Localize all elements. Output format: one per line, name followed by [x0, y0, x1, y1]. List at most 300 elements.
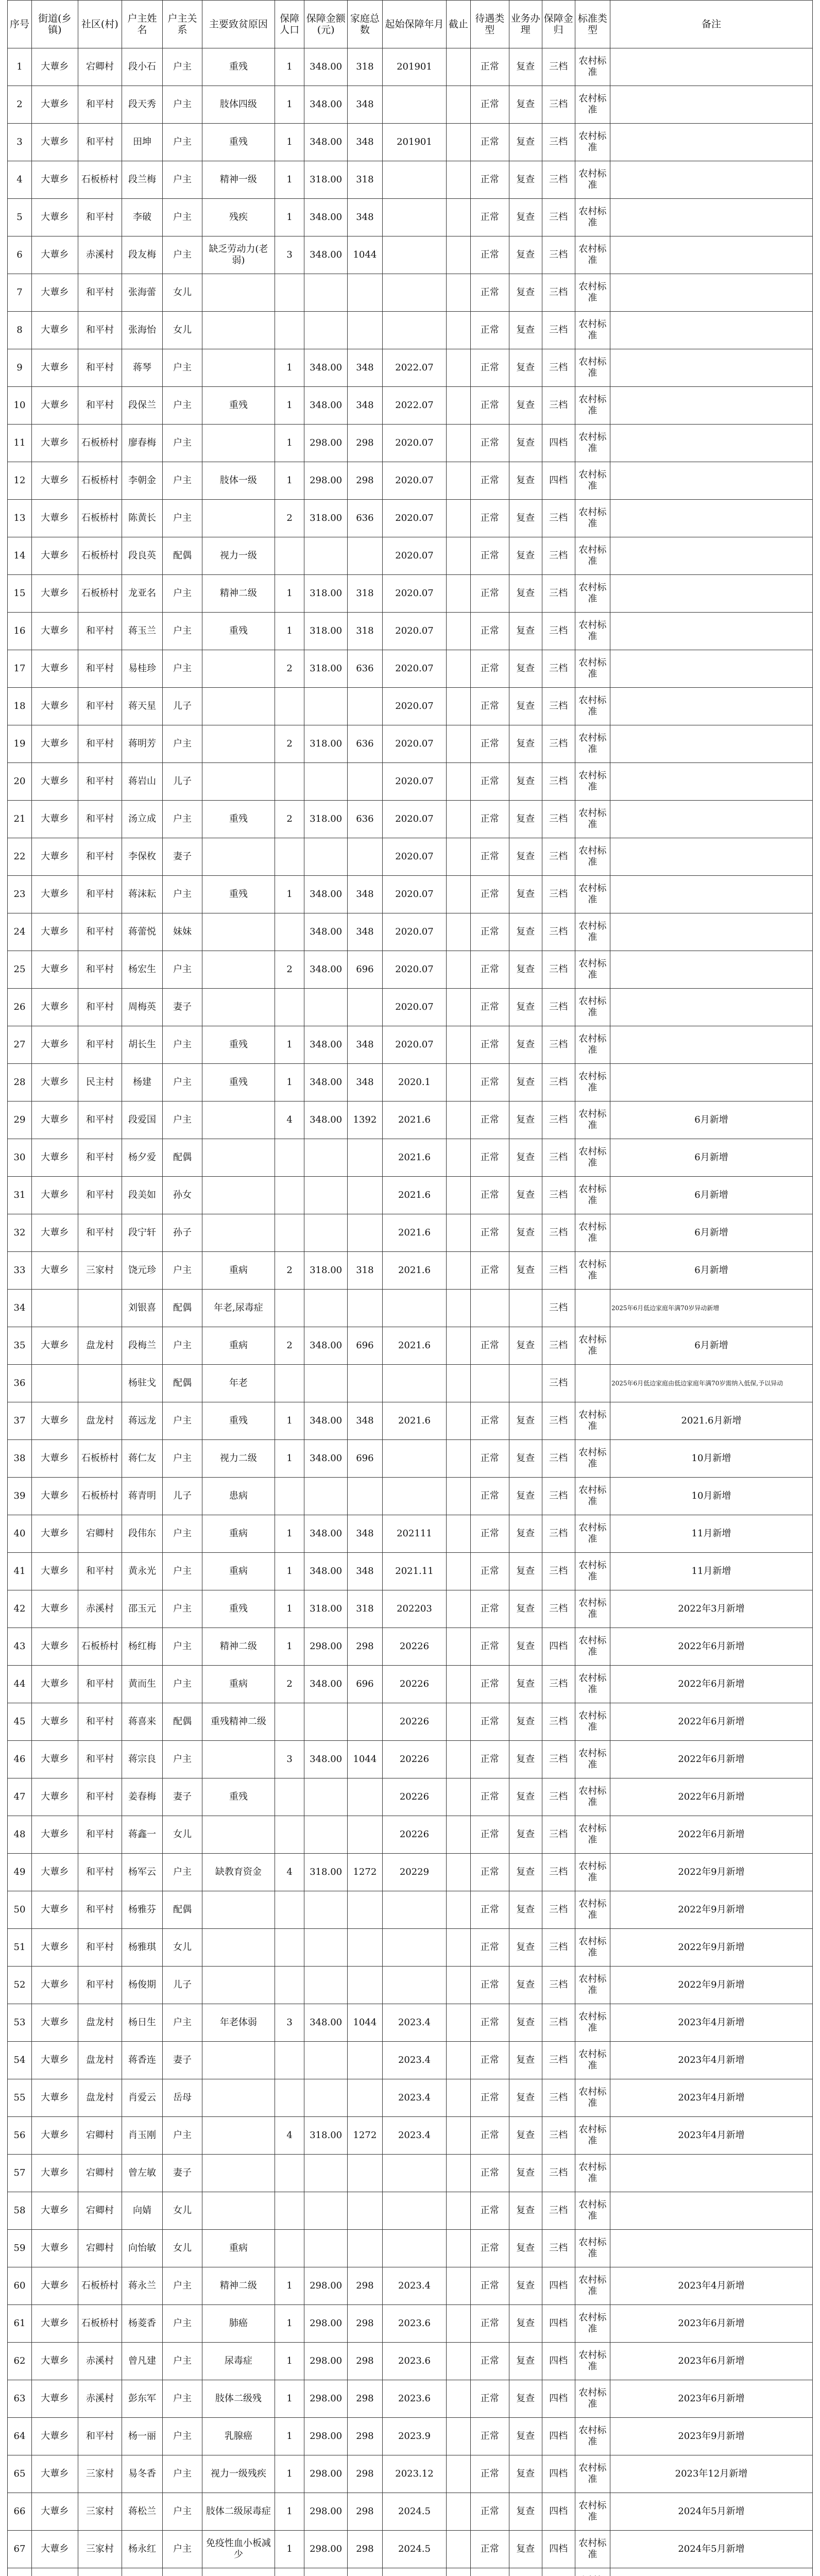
cell-householder-name: 黄而生	[122, 1666, 163, 1703]
cell-covered-persons: 3	[275, 1741, 304, 1778]
cell-end	[446, 725, 470, 763]
cell-amount	[304, 537, 347, 575]
cell-processing: 复查	[509, 1101, 542, 1139]
table-row	[8, 913, 813, 951]
cell-processing: 复查	[509, 725, 542, 763]
cell-amount	[304, 1778, 347, 1816]
table-row	[8, 1327, 813, 1365]
cell-standard-type: 农村标准	[575, 2493, 610, 2531]
cell-end	[446, 1478, 470, 1515]
cell-index: 31	[8, 1177, 32, 1214]
cell-amount	[304, 2079, 347, 2117]
cell-start-month	[383, 274, 447, 312]
cell-tier: 三档	[542, 989, 575, 1026]
cell-village: 和平村	[78, 1177, 122, 1214]
cell-householder-name: 杨宏生	[122, 951, 163, 989]
cell-index: 25	[8, 951, 32, 989]
cell-poverty-cause: 重病	[202, 1252, 275, 1290]
cell-amount	[304, 763, 347, 801]
cell-amount: 348.00	[304, 951, 347, 989]
cell-covered-persons: 1	[275, 349, 304, 387]
cell-start-month	[383, 312, 447, 349]
cell-start-month: 2020.07	[383, 650, 447, 688]
cell-poverty-cause	[202, 1891, 275, 1929]
cell-standard-type: 农村标准	[575, 1891, 610, 1929]
cell-standard-type: 农村标准	[575, 2418, 610, 2455]
cell-tier: 三档	[542, 838, 575, 876]
cell-householder-name: 杨雅琪	[122, 1929, 163, 1967]
cell-start-month: 2021.6	[383, 1402, 447, 1440]
cell-family-total	[347, 1365, 382, 1402]
cell-amount: 318.00	[304, 1590, 347, 1628]
cell-covered-persons: 1	[275, 1628, 304, 1666]
cell-street: 大蕈乡	[31, 1590, 78, 1628]
cell-standard-type: 农村标准	[575, 2267, 610, 2305]
cell-start-month	[383, 2568, 447, 2576]
cell-remarks: 2021.6月新增	[610, 1402, 812, 1440]
cell-covered-persons	[275, 2568, 304, 2576]
cell-householder-name: 蒋松兰	[122, 2493, 163, 2531]
cell-index: 21	[8, 801, 32, 838]
cell-benefit-type: 正常	[470, 312, 509, 349]
cell-amount	[304, 1967, 347, 2004]
cell-benefit-type: 正常	[470, 500, 509, 537]
cell-covered-persons	[275, 537, 304, 575]
cell-benefit-type: 正常	[470, 1666, 509, 1703]
cell-street: 大蕈乡	[31, 1252, 78, 1290]
cell-village: 赤溪村	[78, 2343, 122, 2380]
cell-end	[446, 1402, 470, 1440]
cell-family-total: 1044	[347, 236, 382, 274]
cell-village: 石板桥村	[78, 462, 122, 500]
cell-householder-name: 向婧	[122, 2192, 163, 2230]
cell-family-total: 348	[347, 387, 382, 425]
cell-householder-name: 蒋玉兰	[122, 613, 163, 650]
cell-remarks: 2022年6月新增	[610, 1778, 812, 1816]
cell-householder-name: 杨一丽	[122, 2418, 163, 2455]
table-row	[8, 2230, 813, 2267]
cell-amount: 348.00	[304, 48, 347, 86]
cell-village: 和平村	[78, 913, 122, 951]
cell-standard-type: 农村标准	[575, 2380, 610, 2418]
cell-family-total: 696	[347, 951, 382, 989]
cell-end	[446, 236, 470, 274]
cell-family-total	[347, 1214, 382, 1252]
cell-benefit-type: 正常	[470, 1628, 509, 1666]
cell-village: 石板桥村	[78, 1628, 122, 1666]
cell-street: 大蕈乡	[31, 1854, 78, 1891]
cell-street: 大蕈乡	[31, 1440, 78, 1478]
cell-village: 石板桥村	[78, 2267, 122, 2305]
cell-street: 大蕈乡	[31, 1929, 78, 1967]
cell-householder-name: 蒋青明	[122, 1478, 163, 1515]
cell-amount: 318.00	[304, 575, 347, 613]
cell-poverty-cause	[202, 2192, 275, 2230]
cell-tier: 三档	[542, 1590, 575, 1628]
cell-index: 54	[8, 2042, 32, 2079]
cell-relation: 户主	[163, 2493, 202, 2531]
cell-start-month: 2021.6	[383, 1177, 447, 1214]
cell-tier: 四档	[542, 2305, 575, 2343]
cell-relation: 户主	[163, 650, 202, 688]
cell-remarks	[610, 2192, 812, 2230]
cell-poverty-cause: 缺教育资金	[202, 1854, 275, 1891]
cell-end	[446, 801, 470, 838]
cell-village: 和平村	[78, 1816, 122, 1854]
cell-standard-type: 农村标准	[575, 1515, 610, 1553]
cell-relation: 户主	[163, 86, 202, 124]
cell-tier: 三档	[542, 650, 575, 688]
cell-benefit-type: 正常	[470, 1553, 509, 1590]
cell-family-total: 298	[347, 2531, 382, 2568]
cell-benefit-type: 正常	[470, 1177, 509, 1214]
cell-benefit-type: 正常	[470, 1252, 509, 1290]
cell-householder-name: 杨俊期	[122, 1967, 163, 2004]
cell-remarks: 2023年4月新增	[610, 2079, 812, 2117]
cell-amount: 318.00	[304, 1252, 347, 1290]
cell-end	[446, 2267, 470, 2305]
cell-index: 36	[8, 1365, 32, 1402]
cell-street: 大蕈乡	[31, 2531, 78, 2568]
cell-tier: 三档	[542, 2079, 575, 2117]
cell-village: 和平村	[78, 199, 122, 236]
cell-standard-type: 农村标准	[575, 387, 610, 425]
cell-covered-persons	[275, 2192, 304, 2230]
cell-tier: 四档	[542, 425, 575, 462]
cell-remarks	[610, 876, 812, 913]
cell-poverty-cause	[202, 650, 275, 688]
cell-end	[446, 2042, 470, 2079]
cell-covered-persons: 3	[275, 236, 304, 274]
cell-remarks	[610, 124, 812, 161]
cell-tier: 三档	[542, 613, 575, 650]
cell-poverty-cause: 患病	[202, 1478, 275, 1515]
cell-processing: 复查	[509, 801, 542, 838]
cell-poverty-cause: 重残	[202, 876, 275, 913]
cell-covered-persons: 2	[275, 650, 304, 688]
assistance-register-table	[7, 0, 813, 2576]
cell-householder-name: 蒋永兰	[122, 2267, 163, 2305]
cell-family-total: 318	[347, 575, 382, 613]
cell-remarks	[610, 312, 812, 349]
cell-remarks: 2025年6月低边家庭年满70岁异动新增	[610, 1290, 812, 1327]
table-row	[8, 951, 813, 989]
cell-family-total: 636	[347, 500, 382, 537]
cell-family-total: 318	[347, 1590, 382, 1628]
cell-village: 盘龙村	[78, 1327, 122, 1365]
cell-start-month	[383, 1967, 447, 2004]
cell-relation: 户主	[163, 387, 202, 425]
cell-end	[446, 425, 470, 462]
cell-relation: 户主	[163, 425, 202, 462]
cell-start-month	[383, 1478, 447, 1515]
cell-amount: 298.00	[304, 1628, 347, 1666]
cell-start-month: 2020.07	[383, 913, 447, 951]
cell-start-month	[383, 2192, 447, 2230]
cell-start-month: 2020.07	[383, 537, 447, 575]
cell-remarks: 2023年6月新增	[610, 2343, 812, 2380]
cell-remarks	[610, 688, 812, 725]
cell-end	[446, 2155, 470, 2192]
cell-remarks: 2022年3月新增	[610, 1590, 812, 1628]
cell-village: 三家村	[78, 2493, 122, 2531]
cell-start-month: 201901	[383, 48, 447, 86]
cell-poverty-cause: 重残	[202, 124, 275, 161]
cell-amount: 348.00	[304, 124, 347, 161]
cell-family-total	[347, 2192, 382, 2230]
cell-covered-persons: 2	[275, 500, 304, 537]
cell-standard-type: 农村标准	[575, 1666, 610, 1703]
cell-householder-name	[122, 2568, 163, 2576]
cell-remarks: 2022年6月新增	[610, 1703, 812, 1741]
cell-index: 55	[8, 2079, 32, 2117]
cell-benefit-type	[470, 1290, 509, 1327]
cell-village: 三家村	[78, 2455, 122, 2493]
cell-amount: 348.00	[304, 1741, 347, 1778]
cell-index: 34	[8, 1290, 32, 1327]
cell-covered-persons: 4	[275, 2117, 304, 2155]
cell-relation: 户主	[163, 2343, 202, 2380]
cell-amount	[304, 1891, 347, 1929]
cell-family-total: 318	[347, 1252, 382, 1290]
cell-start-month: 2022.07	[383, 349, 447, 387]
cell-benefit-type	[470, 2568, 509, 2576]
cell-village: 宕卿村	[78, 2230, 122, 2267]
cell-start-month	[383, 1891, 447, 1929]
cell-standard-type: 农村标准	[575, 1929, 610, 1967]
table-row	[8, 1139, 813, 1177]
cell-covered-persons	[275, 1177, 304, 1214]
cell-end	[446, 1967, 470, 2004]
cell-covered-persons: 1	[275, 2305, 304, 2343]
cell-tier: 三档	[542, 2192, 575, 2230]
cell-index: 53	[8, 2004, 32, 2042]
cell-family-total: 348	[347, 913, 382, 951]
cell-village: 和平村	[78, 1854, 122, 1891]
cell-start-month: 2020.07	[383, 801, 447, 838]
cell-family-total	[347, 1929, 382, 1967]
cell-processing: 复查	[509, 2004, 542, 2042]
cell-relation: 儿子	[163, 688, 202, 725]
cell-benefit-type: 正常	[470, 1590, 509, 1628]
cell-village: 和平村	[78, 1741, 122, 1778]
cell-covered-persons: 1	[275, 199, 304, 236]
cell-poverty-cause: 肢体四级	[202, 86, 275, 124]
cell-covered-persons: 1	[275, 613, 304, 650]
cell-tier: 三档	[542, 1929, 575, 1967]
cell-family-total: 318	[347, 613, 382, 650]
cell-amount: 348.00	[304, 1026, 347, 1064]
cell-street: 大蕈乡	[31, 763, 78, 801]
cell-householder-name: 向怡敏	[122, 2230, 163, 2267]
cell-end	[446, 2455, 470, 2493]
col-header-street: 街道(乡镇)	[31, 1, 78, 48]
cell-householder-name: 邵玉元	[122, 1590, 163, 1628]
cell-benefit-type: 正常	[470, 688, 509, 725]
cell-poverty-cause: 重残	[202, 387, 275, 425]
cell-poverty-cause	[202, 838, 275, 876]
cell-relation: 户主	[163, 1064, 202, 1101]
cell-processing: 复查	[509, 2343, 542, 2380]
cell-poverty-cause: 重残	[202, 801, 275, 838]
cell-covered-persons: 3	[275, 2004, 304, 2042]
cell-family-total: 298	[347, 2380, 382, 2418]
cell-amount: 318.00	[304, 500, 347, 537]
cell-processing: 复查	[509, 1026, 542, 1064]
col-header-benefit-type: 待遇类型	[470, 1, 509, 48]
cell-standard-type: 农村标准	[575, 1402, 610, 1440]
cell-processing: 复查	[509, 1854, 542, 1891]
cell-start-month: 20226	[383, 1628, 447, 1666]
cell-remarks	[610, 650, 812, 688]
cell-standard-type: 农村标准	[575, 2343, 610, 2380]
cell-relation: 户主	[163, 2004, 202, 2042]
cell-tier: 三档	[542, 2042, 575, 2079]
cell-covered-persons: 2	[275, 1252, 304, 1290]
cell-index: 46	[8, 1741, 32, 1778]
cell-index: 30	[8, 1139, 32, 1177]
cell-start-month	[383, 2230, 447, 2267]
cell-end	[446, 537, 470, 575]
cell-street: 大蕈乡	[31, 312, 78, 349]
cell-street: 大蕈乡	[31, 1666, 78, 1703]
cell-index: 56	[8, 2117, 32, 2155]
cell-end	[446, 2343, 470, 2380]
cell-remarks: 10月新增	[610, 1440, 812, 1478]
cell-village: 石板桥村	[78, 161, 122, 199]
cell-start-month	[383, 1290, 447, 1327]
cell-remarks	[610, 462, 812, 500]
cell-relation: 户主	[163, 1402, 202, 1440]
cell-processing: 复查	[509, 199, 542, 236]
cell-remarks	[610, 838, 812, 876]
cell-tier: 三档	[542, 1252, 575, 1290]
cell-start-month: 2022.07	[383, 387, 447, 425]
cell-processing: 复查	[509, 462, 542, 500]
cell-end	[446, 1778, 470, 1816]
cell-relation: 户主	[163, 801, 202, 838]
cell-tier: 三档	[542, 1365, 575, 1402]
cell-end	[446, 312, 470, 349]
cell-householder-name: 李保枚	[122, 838, 163, 876]
cell-street: 大蕈乡	[31, 1553, 78, 1590]
cell-end	[446, 2004, 470, 2042]
cell-family-total	[347, 1177, 382, 1214]
cell-poverty-cause	[202, 1214, 275, 1252]
cell-processing: 复查	[509, 1515, 542, 1553]
cell-street: 大蕈乡	[31, 2455, 78, 2493]
cell-covered-persons	[275, 2079, 304, 2117]
cell-remarks	[610, 161, 812, 199]
cell-benefit-type: 正常	[470, 1816, 509, 1854]
cell-remarks	[610, 48, 812, 86]
cell-covered-persons: 4	[275, 1854, 304, 1891]
cell-benefit-type: 正常	[470, 124, 509, 161]
cell-tier: 三档	[542, 387, 575, 425]
cell-covered-persons	[275, 2042, 304, 2079]
cell-householder-name: 段良英	[122, 537, 163, 575]
cell-amount: 348.00	[304, 1402, 347, 1440]
col-header-standard-type: 标准类型	[575, 1, 610, 48]
table-row	[8, 2418, 813, 2455]
cell-standard-type: 农村标准	[575, 838, 610, 876]
cell-standard-type	[575, 1290, 610, 1327]
cell-tier: 四档	[542, 2418, 575, 2455]
cell-relation: 户主	[163, 2531, 202, 2568]
cell-poverty-cause	[202, 274, 275, 312]
cell-start-month: 2023.6	[383, 2343, 447, 2380]
cell-index: 40	[8, 1515, 32, 1553]
col-header-processing: 业务办理	[509, 1, 542, 48]
cell-processing: 复查	[509, 86, 542, 124]
cell-benefit-type: 正常	[470, 2155, 509, 2192]
cell-start-month: 2020.07	[383, 838, 447, 876]
table-row	[8, 1741, 813, 1778]
cell-amount: 298.00	[304, 462, 347, 500]
cell-index: 19	[8, 725, 32, 763]
cell-householder-name: 段伟东	[122, 1515, 163, 1553]
cell-street: 大蕈乡	[31, 913, 78, 951]
cell-end	[446, 2568, 470, 2576]
cell-street: 大蕈乡	[31, 500, 78, 537]
cell-start-month: 2023.4	[383, 2042, 447, 2079]
cell-family-total: 1272	[347, 1854, 382, 1891]
cell-street	[31, 1290, 78, 1327]
cell-covered-persons: 1	[275, 48, 304, 86]
cell-householder-name: 段美如	[122, 1177, 163, 1214]
cell-householder-name: 张海怡	[122, 312, 163, 349]
cell-start-month: 2021.11	[383, 1553, 447, 1590]
cell-remarks: 2022年9月新增	[610, 1967, 812, 2004]
cell-start-month: 2020.07	[383, 575, 447, 613]
cell-family-total	[347, 688, 382, 725]
cell-covered-persons: 1	[275, 1553, 304, 1590]
cell-processing: 复查	[509, 650, 542, 688]
cell-standard-type: 农村标准	[575, 1252, 610, 1290]
cell-remarks	[610, 801, 812, 838]
cell-processing: 复查	[509, 1402, 542, 1440]
cell-family-total: 696	[347, 1327, 382, 1365]
cell-benefit-type: 正常	[470, 613, 509, 650]
cell-tier: 三档	[542, 1101, 575, 1139]
cell-tier: 三档	[542, 349, 575, 387]
cell-street: 大蕈乡	[31, 1327, 78, 1365]
cell-processing: 复查	[509, 1666, 542, 1703]
cell-street: 大蕈乡	[31, 575, 78, 613]
cell-start-month: 2020.07	[383, 876, 447, 913]
cell-standard-type: 农村标准	[575, 124, 610, 161]
table-row	[8, 1515, 813, 1553]
cell-remarks	[610, 951, 812, 989]
cell-benefit-type: 正常	[470, 989, 509, 1026]
cell-benefit-type: 正常	[470, 1327, 509, 1365]
cell-standard-type: 农村标准	[575, 688, 610, 725]
table-row	[8, 2004, 813, 2042]
cell-index: 26	[8, 989, 32, 1026]
cell-standard-type: 农村标准	[575, 312, 610, 349]
cell-index: 44	[8, 1666, 32, 1703]
cell-start-month: 20226	[383, 1778, 447, 1816]
cell-householder-name: 廖春梅	[122, 425, 163, 462]
cell-processing: 复查	[509, 236, 542, 274]
cell-householder-name: 段宁轩	[122, 1214, 163, 1252]
cell-standard-type: 农村标准	[575, 763, 610, 801]
cell-householder-name: 段小石	[122, 48, 163, 86]
cell-relation: 户主	[163, 1440, 202, 1478]
cell-covered-persons: 1	[275, 1402, 304, 1440]
cell-street: 大蕈乡	[31, 2343, 78, 2380]
cell-householder-name: 杨建	[122, 1064, 163, 1101]
